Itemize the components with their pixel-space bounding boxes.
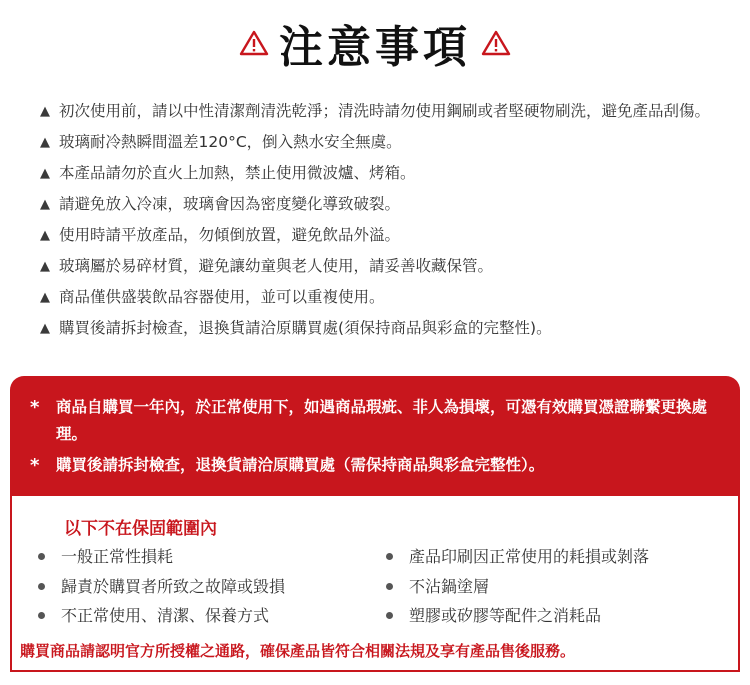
list-item xyxy=(40,158,730,189)
list-item xyxy=(40,127,730,158)
notes-list xyxy=(40,96,730,344)
warning-triangle-icon xyxy=(239,29,269,57)
exclusion-text: 不正常使用、清潔、保養方式 xyxy=(61,606,270,625)
black-triangle-icon: ▲ xyxy=(40,166,50,181)
list-item xyxy=(40,189,730,220)
exclusions-left xyxy=(38,542,285,631)
black-triangle-icon: ▲ xyxy=(40,104,50,119)
list-item xyxy=(38,542,285,572)
note-text: 玻璃耐冷熱瞬間溫差120°C，倒入熱水安全無虞。 xyxy=(59,133,402,151)
black-triangle-icon: ▲ xyxy=(40,259,50,274)
note-text: 商品僅供盛裝飲品容器使用，並可以重複使用。 xyxy=(59,288,385,306)
bullet-dot-icon xyxy=(386,583,393,590)
list-item xyxy=(40,220,730,251)
asterisk-icon: * xyxy=(30,455,40,476)
list-item xyxy=(40,282,730,313)
note-text: 使用時請平放產品，勿傾倒放置，避免飲品外溢。 xyxy=(59,226,401,244)
exclusion-text: 塑膠或矽膠等配件之消耗品 xyxy=(409,606,602,625)
bullet-dot-icon xyxy=(38,583,45,590)
footer-notice: 購買商品請認明官方所授權之通路，確保產品皆符合相關法規及享有產品售後服務。 xyxy=(20,642,576,660)
black-triangle-icon: ▲ xyxy=(40,228,50,243)
page-title: 注意事項 xyxy=(279,22,471,73)
list-item xyxy=(40,251,730,282)
warranty-text: 購買後請拆封檢查，退換貨請洽原購買處（需保持商品與彩盒完整性）。 xyxy=(56,456,545,474)
bullet-dot-icon xyxy=(38,612,45,619)
exclusions-title: 以下不在保固範圍內 xyxy=(64,519,217,539)
note-text: 請避免放入冷凍，玻璃會因為密度變化導致破裂。 xyxy=(59,195,401,213)
warranty-text: 商品自購買一年內，於正常使用下，如遇商品瑕疵、非人為損壞，可憑有效購買憑證聯繫更換處理。 xyxy=(56,398,708,443)
note-text: 玻璃屬於易碎材質，避免讓幼童與老人使用，請妥善收藏保管。 xyxy=(59,257,494,275)
note-text: 本產品請勿於直火上加熱，禁止使用微波爐、烤箱。 xyxy=(59,164,416,182)
black-triangle-icon: ▲ xyxy=(40,321,50,336)
list-item xyxy=(40,96,730,127)
exclusion-text: 一般正常性損耗 xyxy=(61,547,174,566)
black-triangle-icon: ▲ xyxy=(40,290,50,305)
warranty-item xyxy=(30,452,720,479)
bullet-dot-icon xyxy=(386,553,393,560)
exclusions-right xyxy=(386,542,649,631)
exclusion-text: 不沾鍋塗層 xyxy=(409,576,490,596)
list-item xyxy=(386,601,649,631)
list-item xyxy=(386,572,649,602)
bullet-dot-icon xyxy=(38,553,45,560)
note-text: 購買後請拆封檢查，退換貨請洽原購買處(須保持商品與彩盒的完整性)。 xyxy=(59,319,552,337)
asterisk-icon: * xyxy=(30,397,40,418)
black-triangle-icon: ▲ xyxy=(40,197,50,212)
list-item xyxy=(38,572,285,602)
black-triangle-icon: ▲ xyxy=(40,135,50,150)
list-item xyxy=(38,601,285,631)
title-row xyxy=(0,12,750,74)
list-item xyxy=(386,542,649,572)
list-item xyxy=(40,313,730,344)
note-text: 初次使用前，請以中性清潔劑清洗乾淨；清洗時請勿使用鋼刷或者堅硬物刷洗，避免產品刮傷。 xyxy=(59,102,711,120)
warning-triangle-icon xyxy=(481,29,511,57)
warranty-item xyxy=(30,394,720,448)
exclusion-text: 歸責於購買者所致之故障或毀損 xyxy=(61,576,286,596)
exclusion-text: 產品印刷因正常使用的耗損或剝落 xyxy=(409,547,650,566)
bullet-dot-icon xyxy=(386,612,393,619)
